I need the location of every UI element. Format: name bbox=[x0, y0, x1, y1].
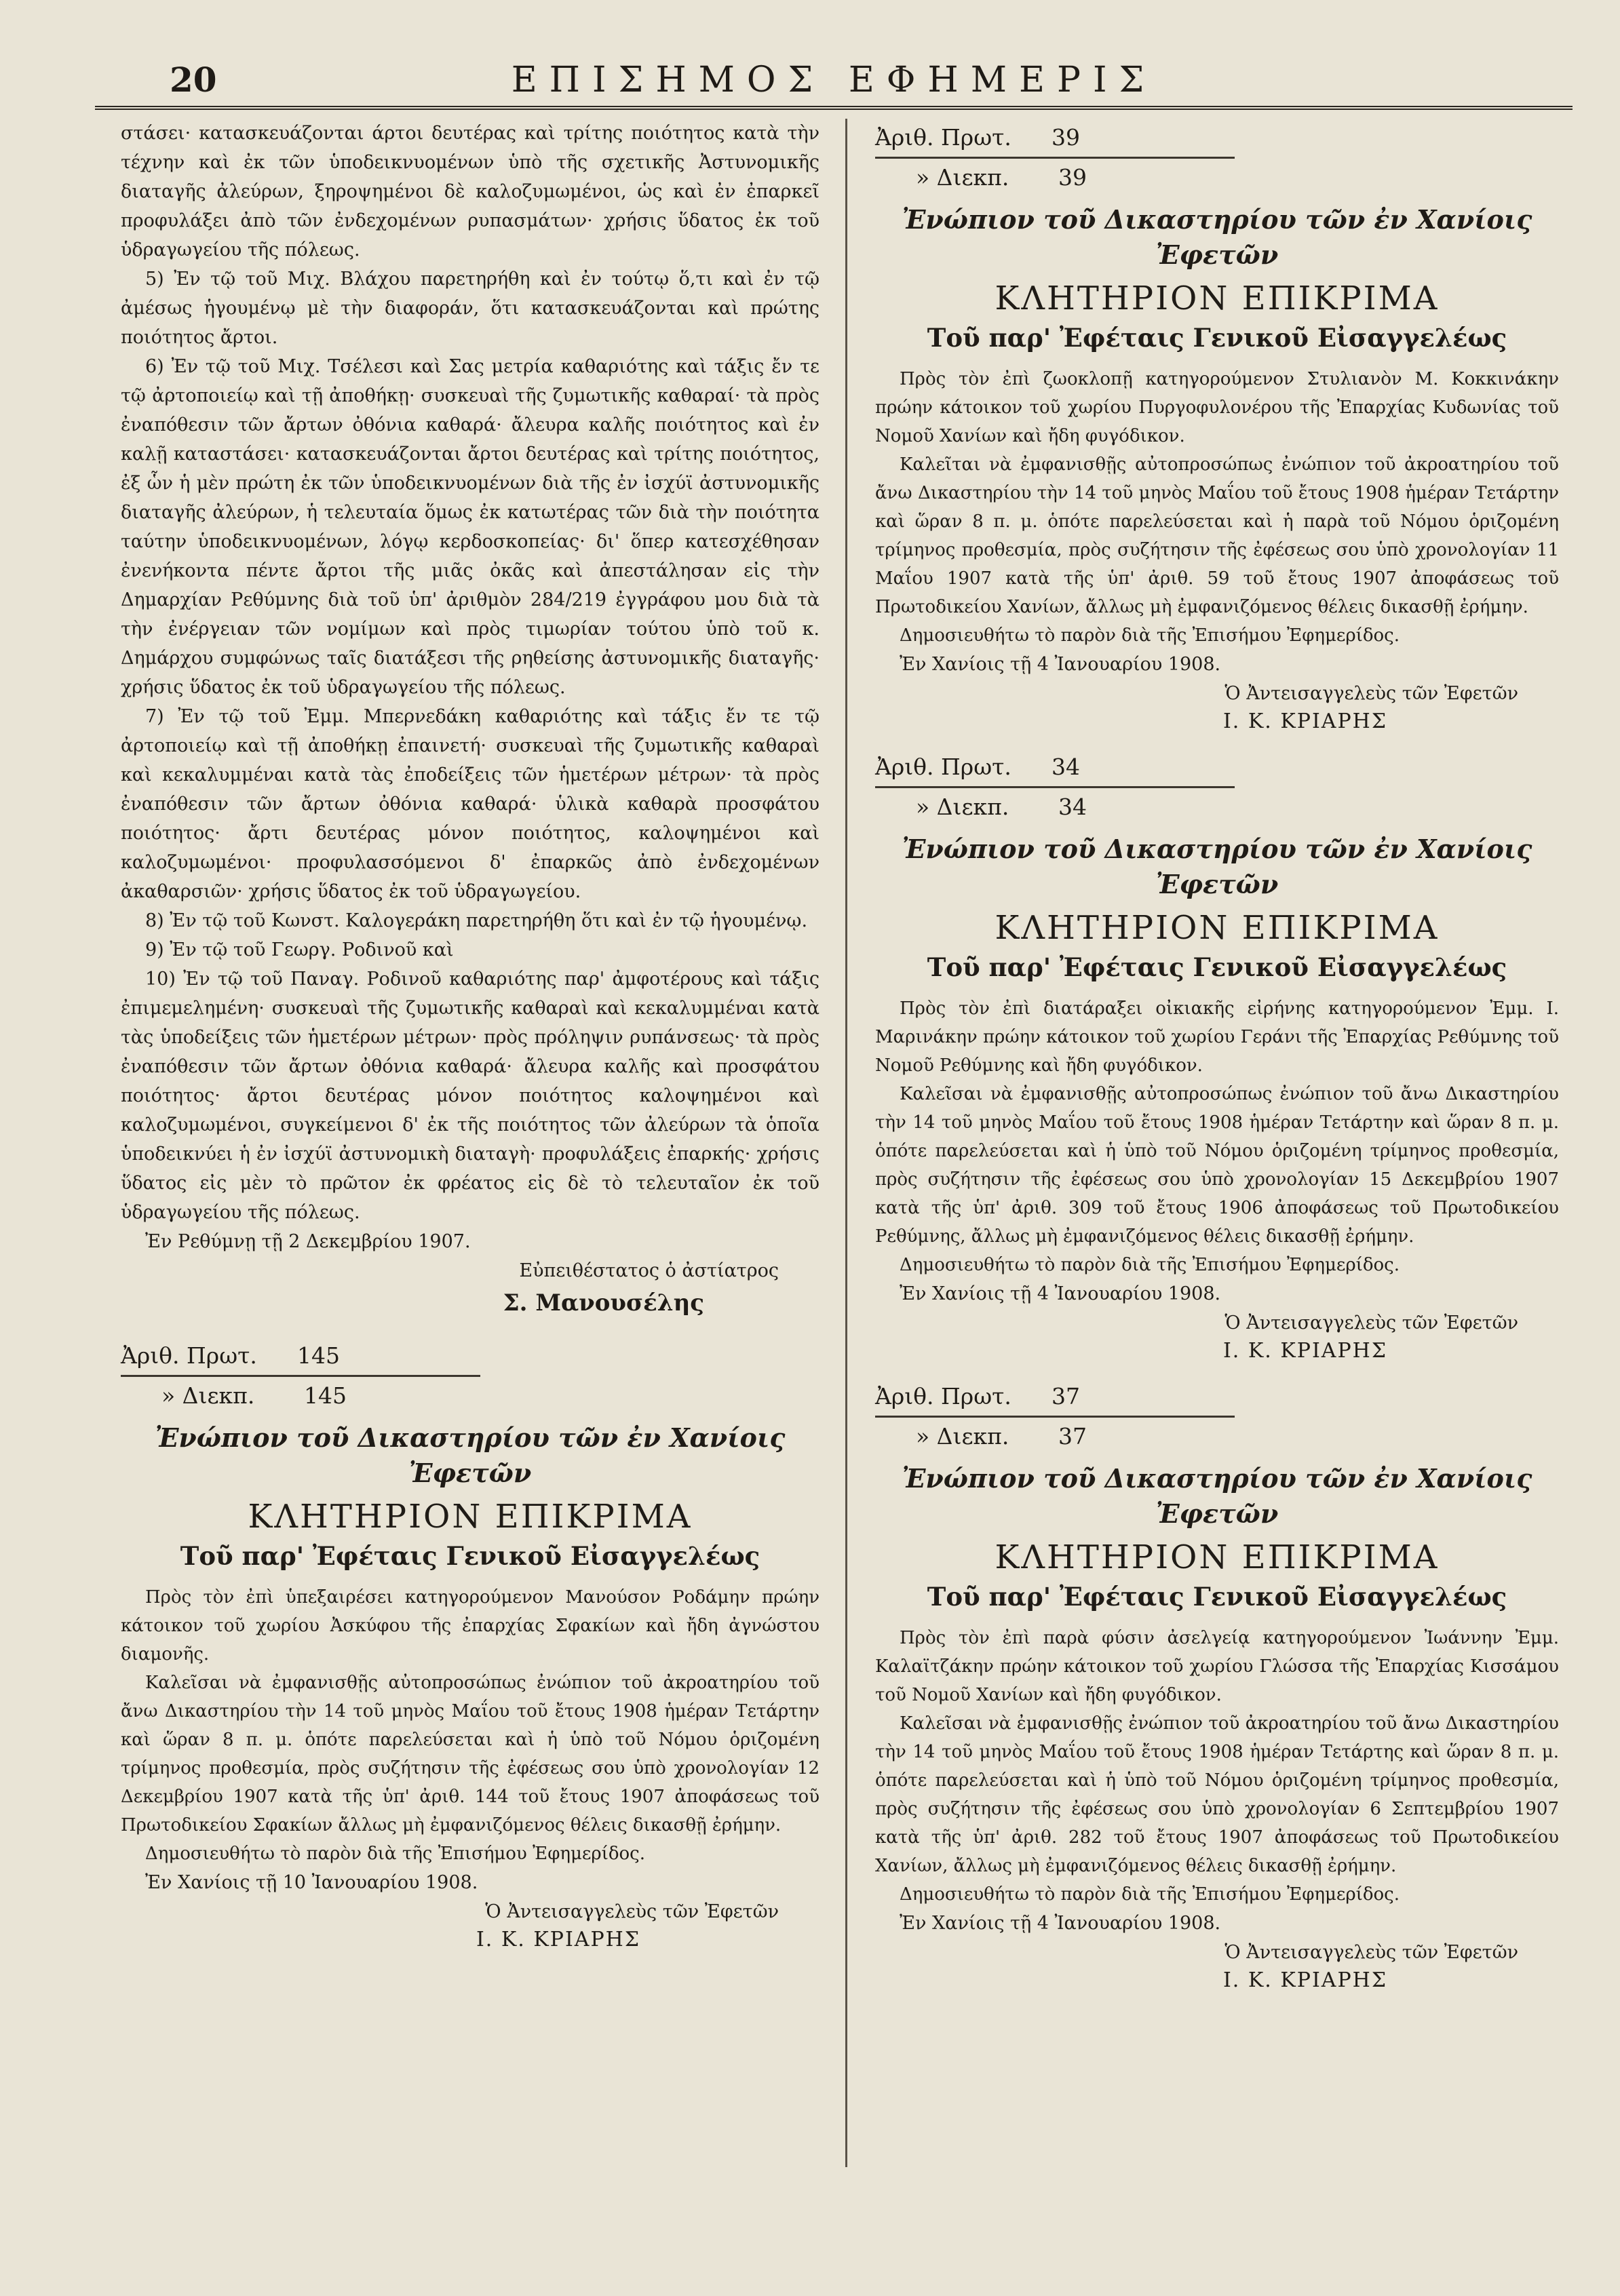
notice-heading: ΚΛΗΤΗΡΙΟΝ ΕΠΙΚΡΙΜΑ bbox=[995, 909, 1440, 947]
court-line-2: Ἐφετῶν bbox=[1155, 239, 1279, 270]
report-item-6: 6) Ἐν τῷ τοῦ Μιχ. Τσέλεσι καὶ Σας μετρία καθαριότης καὶ τάξις ἔν τε τῷ ἀρτοποιείῳ καὶ τῇ ἀποθήκῃ· συσκευαὶ τῆς ζυμωτικῆς καθαραί· τὰ πρὸς ἐναπόθεσιν τῶν ἄρτων ὀθόνια καθαρά· ἄλευρα καλῆς ποιότητος καὶ ἐν καλῇ καταστάσει· κατασκευάζονται ἄρτοι δευτέρας καὶ τρίτης ποιότητος, ἐξ ὧν ἡ μὲν πρώτη ἐκ τῶν ὑποδεικνυομένων διὰ τῆς ἐν ἰσχύϊ ἀστυνομικῆς διαταγῆς ἀλεύρων, ἡ τελευταία ὅμως ἐκ κατωτέρας τῶν διὰ τὴν ποιότητα ταύτην ὑποδεικνυομένων, λόγῳ κερδοσκοπείας· δι' ὅπερ κατεσχέθησαν ἐνενήκοντα πέντε ἄρτοι τῆς μιᾶς ὀκᾶς καὶ ἀπεστάλησαν εἰς τὴν Δημαρχίαν Ρεθύμνης διὰ τοῦ ὑπ' ἀριθμὸν 284/219 ἐγγράφου μου διὰ τὰ τὴν ἐνέργειαν τῶν νομίμων καὶ πρὸς τιμωρίαν τούτου ὑπὸ τοῦ κ. Δημάρχου συμφώνως ταῖς διατάξεσι τῆς ρηθείσης ἀστυνομικῆς διαταγῆς· χρήσις ὕδατος ἐκ τοῦ ὑδραγωγείου τῆς πόλεως. bbox=[121, 356, 819, 698]
notice-signoff: Ὁ Ἀντεισαγγελεὺς τῶν Ἐφετῶν bbox=[1224, 1942, 1518, 1963]
court-line-2: Ἐφετῶν bbox=[408, 1458, 532, 1488]
notice-summons-text: Καλεῖται νὰ ἐμφανισθῇς αὐτοπροσώπως ἐνώπιον τοῦ ἀκροατηρίου τοῦ ἄνω Δικαστηρίου τὴν 14 τοῦ μηνὸς Μαΐου τοῦ ἔτους 1908 ἡμέραν Τετάρτην καὶ ὥραν 8 π. μ. ὁπότε παρελεύσεται καὶ ἡ παρὰ τοῦ Νόμου ὁριζομένη τρίμηνος προθεσμία, πρὸς συζήτησιν τῆς ἐφέσεως σου ὑπὸ χρονολογίαν 11 Μαΐου 1907 κατὰ τῆς ὑπ' ἀριθ. 59 τοῦ ἔτους 1907 ἀποφάσεως τοῦ Πρωτοδικείου Χανίων, ἄλλως μὴ ἐμφανιζόμενος θέλεις δικασθῇ ἐρήμην. bbox=[875, 454, 1559, 617]
dispatch-number: » Διεκπ. 39 bbox=[875, 157, 1235, 197]
report-item-7: 7) Ἐν τῷ τοῦ Ἐμμ. Μπερνεδάκη καθαριότης καὶ τάξις ἔν τε τῷ ἀρτοποιείῳ καὶ τῇ ἀποθήκῃ ἐπαινετή· συσκευαὶ τῆς ζυμωτικῆς καθαραὶ καὶ κεκαλυμμέναι κατὰ τὰς ἐποδείξεις τῶν ἡμετέρων μέτρων· τὰ πρὸς ἐναπόθεσιν τῶν ἄρτων ὀθόνια καθαρά· ὑλικὰ καθαρὰ προσφάτου ποιότητος· ἄρτι δευτέρας μόνον ποιότητος, καλοψημένοι καὶ καλοζυμωμένοι· προφυλασσόμενοι δ' ἐπαρκῶς ἀπὸ ἐνδεχομένων ἀκαθαρσιῶν· χρήσις ὕδατος ἐκ τοῦ ὑδραγωγείου. bbox=[121, 706, 819, 902]
court-line-2: Ἐφετῶν bbox=[1155, 1498, 1279, 1529]
court-line: Ἐνώπιον τοῦ Δικαστηρίου τῶν ἐν Χανίοις bbox=[155, 1422, 786, 1453]
notice-signoff: Ὁ Ἀντεισαγγελεὺς τῶν Ἐφετῶν bbox=[1224, 683, 1518, 704]
notice-addressee: Πρὸς τὸν ἐπὶ διατάραξει οἰκιακῆς εἰρήνης κατηγορούμενον Ἐμμ. Ι. Μαρινάκην πρώην κάτοικον τοῦ χωρίου Γεράνι τῆς Ἐπαρχίας Ρεθύμνης τοῦ Νομοῦ Ρεθύμνης καὶ ἤδη φυγόδικον. bbox=[875, 998, 1559, 1076]
report-signature: Σ. Μανουσέλης bbox=[503, 1289, 704, 1317]
notice-summons-text: Καλεῖσαι νὰ ἐμφανισθῇς αὐτοπροσώπως ἐνώπιον τοῦ ἄνω Δικαστηρίου τὴν 14 τοῦ μηνὸς Μαΐου τοῦ ἔτους 1908 ἡμέραν Τετάρτην καὶ ὥραν 8 π. μ. ὁπότε παρελεύσεται καὶ ἡ ὑπὸ τοῦ Νόμου ὁριζομένη τρίμηνος προθεσμία, πρὸς συζήτησιν τῆς ἐφέσεως σου ὑπὸ χρονολογίαν 15 Δεκεμβρίου 1907 κατὰ τῆς ὑπ' ἀριθ. 309 τοῦ ἔτους 1906 ἀποφάσεως τοῦ Πρωτοδικείου Ρεθύμνης, ἄλλως μὴ ἐμφανιζόμενος θέλεις δικασθῇ ἐρήμην. bbox=[875, 1084, 1559, 1247]
notice-publication-order: Δημοσιευθήτω τὸ παρὸν διὰ τῆς Ἐπισήμου Ἐφημερίδος. bbox=[145, 1844, 645, 1864]
notice-signoff: Ὁ Ἀντεισαγγελεὺς τῶν Ἐφετῶν bbox=[485, 1901, 779, 1922]
notice-place-date: Ἐν Χανίοις τῇ 4 Ἰανουαρίου 1908. bbox=[900, 1913, 1221, 1934]
notice-signature: Ι. Κ. ΚΡΙΑΡΗΣ bbox=[1222, 709, 1388, 733]
notice-addressee: Πρὸς τὸν ἐπὶ ὑπεξαιρέσει κατηγορούμενον Μανούσον Ροδάμην πρώην κάτοικον τοῦ χωρίου Ἀσκύφου τῆς ἐπαρχίας Σφακίων καὶ ἤδη ἀγνώστου διαμονῆς. bbox=[121, 1587, 819, 1665]
protocol-number: Ἀριθ. Πρωτ. 39 bbox=[875, 124, 1080, 151]
notice-issuer: Τοῦ παρ' Ἐφέταις Γενικοῦ Εἰσαγγελέως bbox=[927, 1582, 1507, 1612]
notice-publication-order: Δημοσιευθήτω τὸ παρὸν διὰ τῆς Ἐπισήμου Ἐφημερίδος. bbox=[900, 1255, 1400, 1275]
notice-place-date: Ἐν Χανίοις τῇ 10 Ἰανουαρίου 1908. bbox=[145, 1872, 478, 1893]
notice-issuer: Τοῦ παρ' Ἐφέταις Γενικοῦ Εἰσαγγελέως bbox=[927, 323, 1507, 353]
summons-notice bbox=[875, 1378, 1559, 1992]
notice-signature: Ι. Κ. ΚΡΙΑΡΗΣ bbox=[1222, 1339, 1388, 1363]
summons-notice bbox=[875, 748, 1559, 1363]
notice-signoff: Ὁ Ἀντεισαγγελεὺς τῶν Ἐφετῶν bbox=[1224, 1312, 1518, 1334]
report-item-5: 5) Ἐν τῷ τοῦ Μιχ. Βλάχου παρετηρήθη καὶ ἐν τούτῳ ὅ,τι καὶ ἐν τῷ ἀμέσως ἡγουμένῳ μὲ τὴν διαφοράν, ὅτι κατασκευάζονται καὶ πρώτης ποιότητος ἄρτοι. bbox=[121, 269, 819, 348]
summons-notice bbox=[875, 119, 1559, 733]
court-line: Ἐνώπιον τοῦ Δικαστηρίου τῶν ἐν Χανίοις bbox=[902, 204, 1532, 235]
notice-issuer: Τοῦ παρ' Ἐφέταις Γενικοῦ Εἰσαγγελέως bbox=[927, 952, 1507, 982]
notice-place-date: Ἐν Χανίοις τῇ 4 Ἰανουαρίου 1908. bbox=[900, 1283, 1221, 1304]
court-line-2: Ἐφετῶν bbox=[1155, 869, 1279, 899]
dispatch-number: » Διεκπ. 145 bbox=[121, 1375, 480, 1415]
notice-publication-order: Δημοσιευθήτω τὸ παρὸν διὰ τῆς Ἐπισήμου Ἐφημερίδος. bbox=[900, 625, 1400, 646]
notice-signature: Ι. Κ. ΚΡΙΑΡΗΣ bbox=[1222, 1968, 1388, 1992]
report-place-date: Ἐν Ρεθύμνῃ τῇ 2 Δεκεμβρίου 1907. bbox=[145, 1231, 471, 1252]
protocol-number: Ἀριθ. Πρωτ. 34 bbox=[875, 754, 1080, 780]
page-number: 20 bbox=[170, 60, 217, 100]
notice-addressee: Πρὸς τὸν ἐπὶ ζωοκλοπῇ κατηγορούμενον Στυλιανὸν Μ. Κοκκινάκην πρώην κάτοικον τοῦ χωρίου Πυργοφυλονέρου τῆς Ἐπαρχίας Κυδωνίας τοῦ Νομοῦ Χανίων καὶ ἤδη φυγόδικον. bbox=[875, 369, 1559, 446]
report-item-9: 9) Ἐν τῷ τοῦ Γεωργ. Ροδινοῦ καὶ bbox=[145, 939, 454, 960]
notice-heading: ΚΛΗΤΗΡΙΟΝ ΕΠΙΚΡΙΜΑ bbox=[248, 1498, 693, 1536]
notice-summons-text: Καλεῖσαι νὰ ἐμφανισθῇς αὐτοπροσώπως ἐνώπιον τοῦ ἀκροατηρίου τοῦ ἄνω Δικαστηρίου τὴν 14 τοῦ μηνὸς Μαΐου τοῦ ἔτους 1908 ἡμέραν Τετάρτην καὶ ὥραν 8 π. μ. ὁπότε παρελεύσεται καὶ ἡ ὑπὸ τοῦ Νόμου ὁριζομένη τρίμηνος προθεσμία, πρὸς συζήτησιν τῆς ἐφέσεως σου ὑπὸ χρονολογίαν 12 Δεκεμβρίου 1907 κατὰ τῆς ὑπ' ἀριθ. 144 τοῦ ἔτους 1907 ἀποφάσεως τοῦ Πρωτοδικείου Σφακίων ἄλλως μὴ ἐμφανιζόμενος θέλεις δικασθῇ ἐρήμην. bbox=[121, 1673, 819, 1835]
report-item-8: 8) Ἐν τῷ τοῦ Κωνστ. Καλογεράκη παρετηρήθη ὅτι καὶ ἐν τῷ ἡγουμένῳ. bbox=[145, 910, 808, 931]
notice-heading: ΚΛΗΤΗΡΙΟΝ ΕΠΙΚΡΙΜΑ bbox=[995, 1538, 1440, 1576]
report-item-10: 10) Ἐν τῷ τοῦ Παναγ. Ροδινοῦ καθαριότης παρ' ἀμφοτέρους καὶ τάξις ἐπιμεμελημένη· συσκευαὶ τῆς ζυμωτικῆς καθαραὶ καὶ κεκαλυμμέναι κατὰ τὰς ὑποδείξεις τῶν ἡμετέρων μέτρων· πρὸς πρόληψιν ρυπάνσεως· τὰ πρὸς ἐναπόθεσιν τῶν ἄρτων ὀθόνια καθαρά· ἄλευρα καλῆς καὶ προσφάτου ποιότητος· ἄρτοι δευτέρας μόνον ποιότητος καλοψημένοι καὶ καλοζυμωμένοι, συγκείμενοι δ' ἐκ τῆς ποιότητος τῶν ἀλεύρων τὰ ὁποῖα ὑποδεικνύει ἡ ἐν ἰσχύϊ ἀστυνομικὴ διαταγὴ· προφυλάξεις ἐπαρκής· χρήσις ὕδατος εἰς μὲν τὸ πρῶτον ἐκ φρέατος εἰς δὲ τὸ τελευταῖον ἐκ τοῦ ὑδραγωγείου τῆς πόλεως. bbox=[121, 969, 819, 1223]
court-line: Ἐνώπιον τοῦ Δικαστηρίου τῶν ἐν Χανίοις bbox=[902, 1463, 1532, 1494]
notice-heading: ΚΛΗΤΗΡΙΟΝ ΕΠΙΚΡΙΜΑ bbox=[995, 279, 1440, 317]
right-column bbox=[875, 119, 1559, 2007]
court-line: Ἐνώπιον τοῦ Δικαστηρίου τῶν ἐν Χανίοις bbox=[902, 834, 1532, 864]
notice-summons-text: Καλεῖσαι νὰ ἐμφανισθῇς ἐνώπιον τοῦ ἀκροατηρίου τοῦ ἄνω Δικαστηρίου τὴν 14 τοῦ μηνὸς Μαΐου τοῦ ἔτους 1908 ἡμέραν Τετάρτης καὶ ὥραν 8 π. μ. ὁπότε παρελεύσεται καὶ ἡ ὑπὸ τοῦ Νόμου ὁριζομένη τρίμηνος προθεσμία, πρὸς συζήτησιν τῆς ἐφέσεως σου ὑπὸ χρονολογίαν 6 Σεπτεμβρίου 1907 κατὰ τῆς ὑπ' ἀριθ. 282 τοῦ ἔτους 1907 ἀποφάσεως τοῦ Πρωτοδικείου Χανίων, ἄλλως μὴ ἐμφανιζόμενος θέλεις δικασθῇ ἐρήμην. bbox=[875, 1713, 1559, 1876]
page-header bbox=[95, 47, 1573, 110]
column-divider bbox=[845, 119, 847, 2167]
report-signoff: Εὐπειθέστατος ὁ ἀστίατρος bbox=[519, 1260, 779, 1281]
newspaper-title: ΕΠΙΣΗΜΟΣ ΕΦΗΜΕΡΙΣ bbox=[511, 60, 1157, 100]
notice-issuer: Τοῦ παρ' Ἐφέταις Γενικοῦ Εἰσαγγελέως bbox=[180, 1541, 760, 1571]
protocol-number: Ἀριθ. Πρωτ. 145 bbox=[121, 1342, 340, 1369]
notice-place-date: Ἐν Χανίοις τῇ 4 Ἰανουαρίου 1908. bbox=[900, 654, 1221, 675]
summons-notice bbox=[121, 1337, 819, 1951]
dispatch-number: » Διεκπ. 34 bbox=[875, 786, 1235, 826]
notice-addressee: Πρὸς τὸν ἐπὶ παρὰ φύσιν ἀσελγείᾳ κατηγορούμενον Ἰωάννην Ἐμμ. Καλαϊτζάκην πρώην κάτοικον τοῦ χωρίου Γλώσσα τῆς Ἐπαρχίας Κισσάμου τοῦ Νομοῦ Χανίων καὶ ἤδη φυγόδικον. bbox=[875, 1628, 1559, 1705]
report-intro-paragraph: στάσει· κατασκευάζονται άρτοι δευτέρας καὶ τρίτης ποιότητος κατὰ τὴν τέχνην καὶ ἐκ τῶν ὑποδεικνυομένων ὑπὸ τῆς σχετικῆς Ἀστυνομικῆς διαταγῆς ἀλεύρων, ξηροψημένοι δὲ καλοζυμωμένοι, ὡς καὶ ἐν ἐπαρκεῖ προφυλάξει ἀπὸ τῶν ἐνδεχομένων ρυπασμάτων· χρήσις ὕδατος ἐκ τοῦ ὑδραγωγείου τῆς πόλεως. bbox=[121, 123, 819, 260]
notice-publication-order: Δημοσιευθήτω τὸ παρὸν διὰ τῆς Ἐπισήμου Ἐφημερίδος. bbox=[900, 1884, 1400, 1905]
left-column bbox=[121, 119, 819, 1966]
notice-signature: Ι. Κ. ΚΡΙΑΡΗΣ bbox=[476, 1928, 641, 1951]
dispatch-number: » Διεκπ. 37 bbox=[875, 1416, 1235, 1456]
protocol-number: Ἀριθ. Πρωτ. 37 bbox=[875, 1383, 1080, 1409]
